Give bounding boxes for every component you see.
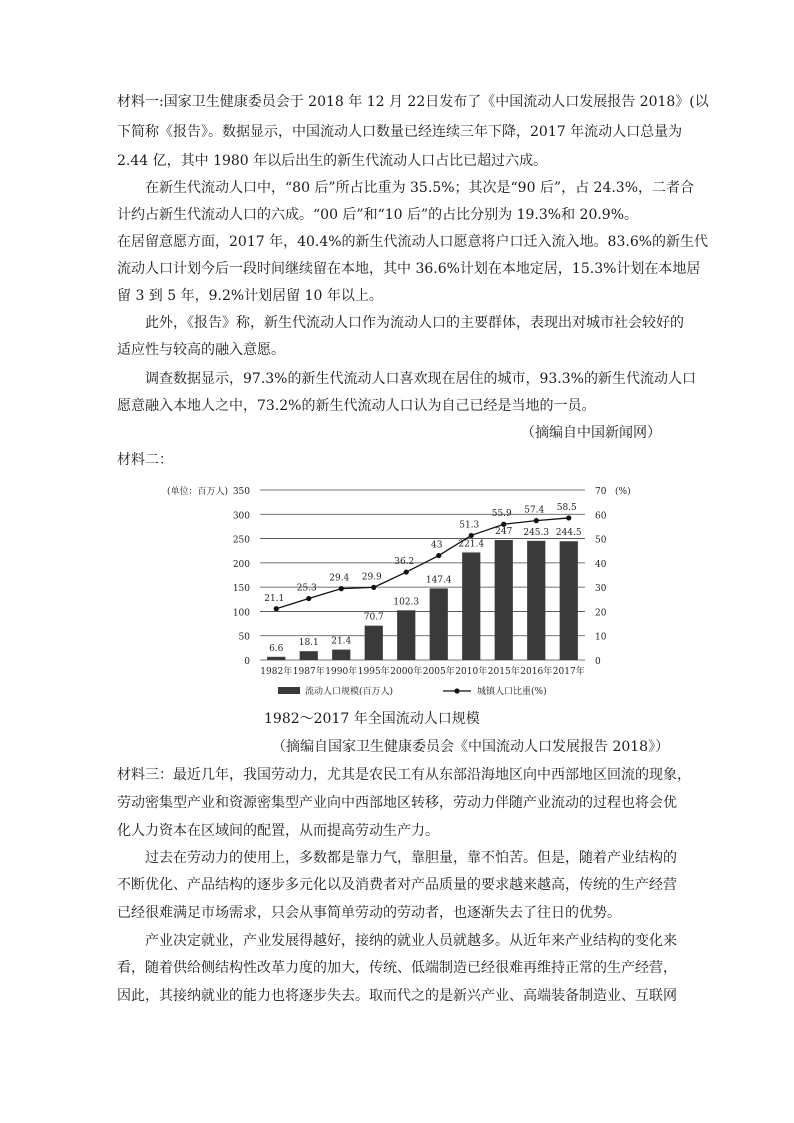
line-point (534, 518, 539, 523)
y-right-tick-label: 30 (595, 584, 607, 595)
bar (430, 588, 448, 660)
legend-line-marker (454, 688, 459, 693)
y-right-tick-label: 0 (595, 657, 601, 667)
x-tick-label: 2016年 (520, 667, 553, 677)
line-value-label: 51.3 (459, 520, 480, 531)
line-value-label: 29.4 (329, 573, 350, 584)
bar-value-label: 21.4 (331, 636, 352, 647)
y-left-tick-label: 50 (238, 632, 250, 643)
line-value-label: 43 (431, 540, 443, 551)
x-tick-label: 1982年 (260, 667, 293, 677)
bar-value-label: 102.3 (393, 597, 420, 608)
bar-value-label: 221.4 (458, 539, 485, 550)
x-tick-label: 1995年 (357, 667, 390, 677)
bar (332, 650, 350, 660)
y-left-tick-label: 100 (232, 608, 250, 619)
y-left-tick-label: 200 (232, 559, 250, 570)
line-point (404, 569, 409, 574)
bar-value-label: 247 (495, 527, 513, 538)
chart-caption: 1982～2017 年全国流动人口规模 (264, 711, 480, 727)
y-left-tick-label: 350 (232, 487, 250, 497)
legend-bar-swatch (278, 687, 300, 694)
x-tick-label: 2017年 (552, 667, 585, 677)
bar (300, 651, 318, 660)
legend-bar-label: 流动人口规模(百万人) (305, 687, 394, 697)
line-value-label: 25.3 (296, 583, 317, 594)
y-right-tick-label: 10 (595, 632, 607, 643)
bar (560, 541, 578, 660)
y-left-tick-label: 0 (244, 657, 250, 667)
y-right-tick-label: 20 (595, 608, 607, 619)
line-value-label: 36.2 (394, 557, 415, 568)
x-tick-label: 2005年 (422, 667, 455, 677)
line-point (436, 553, 441, 558)
line-point (566, 515, 571, 520)
material1-line-7: 流动人口计划今后一段时间继续留在本地，其中 36.6%计划在本地定居，15.3%计划在本地居 (117, 261, 701, 277)
material1-line-6: 在居留意愿方面，2017 年，40.4%的新生代流动人口愿意将户口迁入流入地。83.6%的新生代 (117, 234, 709, 250)
x-tick-label: 2000年 (390, 667, 423, 677)
line-point (371, 585, 376, 590)
material3-line-3: 化人力资本在区域间的配置，从而提高劳动生产力。 (117, 823, 439, 839)
bar-value-label: 70.7 (363, 612, 384, 623)
legend-line-label: 城镇人口比重(%) (477, 687, 547, 697)
material3-line-4: 过去在劳动力的使用上，多数都是靠力气，靠胆量，靠不怕苦。但是，随着产业结构的 (145, 850, 677, 866)
x-tick-label: 2015年 (487, 667, 520, 677)
bar-value-label: 6.6 (269, 643, 284, 654)
line-value-label: 29.9 (361, 572, 382, 583)
line-point (469, 533, 474, 538)
material3-line-5: 不断优化、产品结构的逐步多元化以及消费者对产品质量的要求越来越高，传统的生产经营 (117, 877, 677, 893)
bar (365, 626, 383, 660)
material1-source: （摘编自中国新闻网） (521, 425, 661, 441)
material1-line-1: 材料一:国家卫生健康委员会于 2018 年 12 月 22日发布了《中国流动人口发展报告 2018》(以 (117, 94, 709, 110)
bar (495, 540, 513, 660)
material3-line-2: 劳动密集型产业和资源密集型产业向中西部地区转移，劳动力伴随产业流动的过程也将会优 (117, 795, 677, 811)
material2-heading: 材料二： (117, 452, 173, 468)
material1-line-5: 计约占新生代流动人口的六成。“00 后”和“10 后”的占比分别为 19.3%和 20.9%。 (117, 207, 639, 223)
bar (267, 657, 285, 660)
line-point (339, 586, 344, 591)
material3-line-7: 产业决定就业，产业发展得越好，接纳的就业人员就越多。从近年来产业结构的变化来 (145, 933, 677, 949)
line-value-label: 57.4 (524, 505, 545, 516)
line-value-label: 55.9 (491, 509, 512, 520)
y-right-tick-label: 50 (595, 535, 607, 546)
material1-line-9: 此外，《报告》称，新生代流动人口作为流动人口的主要群体，表现出对城市社会较好的 (145, 315, 684, 331)
line-point (306, 596, 311, 601)
material1-line-12: 愿意融入本地人之中，73.2%的新生代流动人口认为自己已经是当地的一员。 (117, 398, 596, 414)
y-right-axis-label: (%) (615, 487, 631, 497)
bar-value-label: 245.3 (523, 527, 550, 538)
x-tick-label: 2010年 (455, 667, 488, 677)
material3-line-8: 看，随着供给侧结构性改革力度的加大，传统、低端制造已经很难再维持正常的生产经营， (117, 960, 677, 976)
bar-value-label: 244.5 (555, 528, 582, 539)
y-left-tick-label: 300 (232, 511, 250, 522)
y-left-tick-label: 150 (232, 584, 250, 595)
y-right-tick-label: 60 (595, 511, 607, 522)
bar-value-label: 18.1 (298, 638, 319, 649)
bar-value-label: 147.4 (425, 575, 452, 586)
y-left-axis-label: (单位：百万人) (166, 487, 228, 497)
material1-line-11: 调查数据显示，97.3%的新生代流动人口喜欢现在居住的城市，93.3%的新生代流动人口 (145, 371, 696, 387)
line-value-label: 58.5 (556, 502, 577, 513)
bar (527, 541, 545, 660)
bar (397, 610, 415, 660)
material2-source: （摘编自国家卫生健康委员会《中国流动人口发展报告 2018》） (272, 739, 670, 755)
material3-line-9: 因此，其接纳就业的能力也将逐步失去。取而代之的是新兴产业、高端装备制造业、互联网 (117, 988, 677, 1004)
bar (462, 552, 480, 660)
x-tick-label: 1987年 (292, 667, 325, 677)
material1-line-4: 在新生代流动人口中，“80 后”所占比重为 35.5%；其次是“90 后”，占 24.3%，二者合 (145, 180, 695, 196)
material1-line-3: 2.44 亿，其中 1980 年以后出生的新生代流动人口占比已超过六成。 (117, 153, 548, 169)
material1-line-8: 留 3 到 5 年，9.2%计划居留 10 年以上。 (117, 288, 383, 304)
population-chart (160, 470, 640, 702)
material3-line-1: 材料三：最近几年，我国劳动力，尤其是农民工有从东部沿海地区向中西部地区回流的现象， (117, 767, 691, 783)
line-point (274, 606, 279, 611)
y-left-tick-label: 250 (232, 535, 250, 546)
line-value-label: 21.1 (264, 593, 285, 604)
y-right-tick-label: 70 (595, 487, 607, 497)
material1-line-10: 适应性与较高的融入意愿。 (117, 342, 285, 358)
x-tick-label: 1990年 (325, 667, 358, 677)
material1-line-2: 下简称《报告》。数据显示，中国流动人口数量已经连续三年下降，2017 年流动人口总量为 (117, 124, 683, 140)
material3-line-6: 已经很难满足市场需求，只会从事简单劳动的劳动者，也逐渐失去了往日的优势。 (117, 905, 621, 921)
y-right-tick-label: 40 (595, 559, 607, 570)
chart-legend (278, 685, 547, 697)
